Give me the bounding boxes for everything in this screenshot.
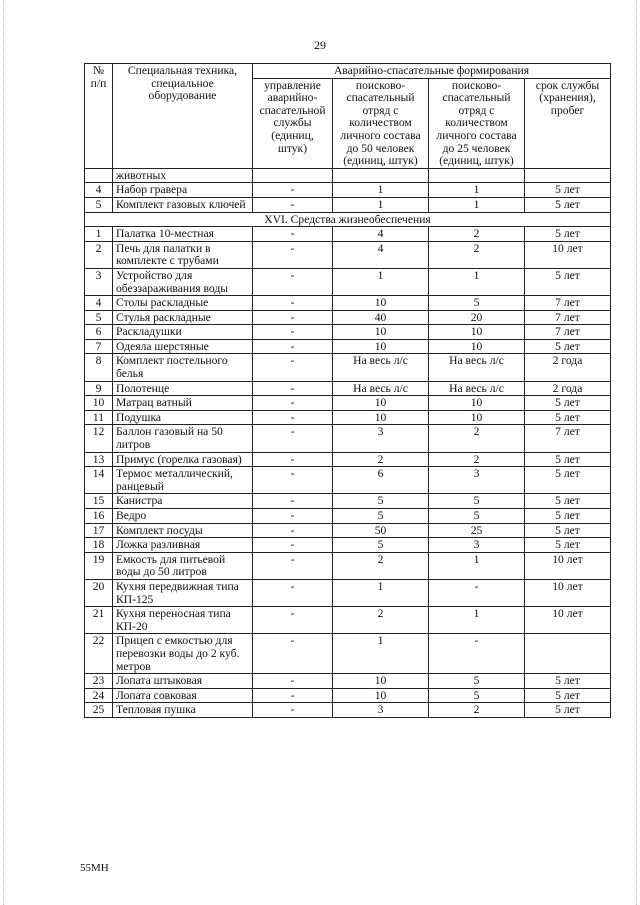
page-number: 29: [314, 38, 326, 52]
row-squad-50: 4: [333, 227, 429, 242]
row-squad-50: 10: [333, 688, 429, 703]
table-row: [85, 296, 611, 311]
row-num: 8: [85, 354, 113, 381]
row-squad-50: 1: [333, 268, 429, 295]
row-management: -: [253, 325, 333, 340]
row-service-life: 10 лет: [525, 607, 611, 634]
row-name: Стулья раскладные: [113, 310, 253, 325]
table-row: [85, 354, 611, 381]
row-squad-25: 5: [429, 688, 525, 703]
row-service-life: 5 лет: [525, 183, 611, 198]
row-squad-50: 3: [333, 425, 429, 452]
row-management: -: [253, 452, 333, 467]
row-squad-50: 2: [333, 452, 429, 467]
row-squad-50: 10: [333, 325, 429, 340]
row-squad-50: 1: [333, 579, 429, 606]
row-management: -: [253, 425, 333, 452]
row-squad-25: 1: [429, 552, 525, 579]
row-squad-25: -: [429, 579, 525, 606]
row-name: Комплект постельного белья: [113, 354, 253, 381]
row-squad-25: 2: [429, 425, 525, 452]
table-row: [85, 197, 611, 212]
row-management: -: [253, 339, 333, 354]
row-name: Подушка: [113, 410, 253, 425]
scan-edge-left: [3, 0, 4, 905]
row-num: 21: [85, 607, 113, 634]
row-squad-25: -: [429, 634, 525, 674]
row-num: 2: [85, 241, 113, 268]
row-service-life: 7 лет: [525, 310, 611, 325]
row-num: 9: [85, 381, 113, 396]
row-squad-25: 2: [429, 241, 525, 268]
row-management: -: [253, 634, 333, 674]
table-row: [85, 538, 611, 553]
row-name: Набор гравера: [113, 183, 253, 198]
row-management: -: [253, 354, 333, 381]
header-management: управление аварийно-спасательной службы (единиц, штук): [253, 78, 333, 168]
row-squad-25: 2: [429, 227, 525, 242]
row-squad-25: 5: [429, 509, 525, 524]
row-service-life: 5 лет: [525, 467, 611, 494]
row-management: -: [253, 467, 333, 494]
row-name: Примус (горелка газовая): [113, 452, 253, 467]
row-name: Кухня передвижная типа КП-125: [113, 579, 253, 606]
section-title: XVI. Средства жизнеобеспечения: [85, 212, 611, 227]
row-service-life: 5 лет: [525, 410, 611, 425]
row-squad-50: 10: [333, 296, 429, 311]
row-squad-25: 5: [429, 494, 525, 509]
header-service-life: срок службы (хранения), пробег: [525, 78, 611, 168]
row-name: Прицеп с емкостью для перевозки воды до 2 куб. метров: [113, 634, 253, 674]
row-squad-50: 2: [333, 607, 429, 634]
row-service-life: 5 лет: [525, 494, 611, 509]
table-row: [85, 410, 611, 425]
row-name: Печь для палатки в комплекте с трубами: [113, 241, 253, 268]
table-row: [85, 241, 611, 268]
table-row: [85, 523, 611, 538]
row-management: -: [253, 381, 333, 396]
table-row: [85, 579, 611, 606]
row-name: Палатка 10-местная: [113, 227, 253, 242]
row-management: -: [253, 241, 333, 268]
row-management: [253, 168, 333, 183]
row-name: Одеяла шерстяные: [113, 339, 253, 354]
header-squad-25: поисково-спасательный отряд с количеством личного состава до 25 человек (единиц, штук): [429, 78, 525, 168]
row-num: 22: [85, 634, 113, 674]
table-row: [85, 552, 611, 579]
header-equipment: Специальная техника, специальное оборудование: [113, 64, 253, 169]
table-body: [85, 168, 611, 717]
row-num: 18: [85, 538, 113, 553]
section-row: [85, 212, 611, 227]
row-management: -: [253, 674, 333, 689]
row-management: -: [253, 579, 333, 606]
row-num: 24: [85, 688, 113, 703]
row-management: -: [253, 197, 333, 212]
row-squad-25: [429, 168, 525, 183]
table-row: [85, 703, 611, 718]
header-num: № п/п: [85, 64, 113, 169]
row-squad-50: 1: [333, 197, 429, 212]
row-service-life: 7 лет: [525, 325, 611, 340]
table-row: [85, 452, 611, 467]
row-service-life: 7 лет: [525, 296, 611, 311]
row-squad-25: 10: [429, 410, 525, 425]
row-service-life: 5 лет: [525, 339, 611, 354]
row-squad-50: 10: [333, 410, 429, 425]
row-squad-25: 10: [429, 396, 525, 411]
row-service-life: 10 лет: [525, 579, 611, 606]
row-name: Ведро: [113, 509, 253, 524]
row-name: Баллон газовый на 50 литров: [113, 425, 253, 452]
row-squad-50: 5: [333, 494, 429, 509]
row-service-life: 5 лет: [525, 268, 611, 295]
row-name: Канистра: [113, 494, 253, 509]
row-management: -: [253, 310, 333, 325]
table-row: [85, 268, 611, 295]
row-squad-25: На весь л/с: [429, 354, 525, 381]
row-service-life: 5 лет: [525, 227, 611, 242]
row-squad-25: 1: [429, 607, 525, 634]
scan-edge-right: [636, 0, 637, 905]
row-squad-25: 10: [429, 325, 525, 340]
table-row: [85, 183, 611, 198]
row-squad-25: 2: [429, 703, 525, 718]
row-management: -: [253, 607, 333, 634]
row-squad-50: На весь л/с: [333, 381, 429, 396]
row-num: 17: [85, 523, 113, 538]
table-row: [85, 607, 611, 634]
row-management: -: [253, 688, 333, 703]
row-squad-25: 5: [429, 296, 525, 311]
row-service-life: 5 лет: [525, 538, 611, 553]
row-squad-50: 10: [333, 339, 429, 354]
row-squad-25: 3: [429, 538, 525, 553]
row-management: -: [253, 410, 333, 425]
row-service-life: 5 лет: [525, 396, 611, 411]
row-management: -: [253, 538, 333, 553]
row-num: 3: [85, 268, 113, 295]
table-row: [85, 634, 611, 674]
table-row: [85, 509, 611, 524]
row-service-life: 5 лет: [525, 674, 611, 689]
row-squad-50: 1: [333, 634, 429, 674]
row-num: [85, 168, 113, 183]
row-service-life: 5 лет: [525, 197, 611, 212]
row-name: Емкость для питьевой воды до 50 литров: [113, 552, 253, 579]
row-squad-25: 1: [429, 268, 525, 295]
row-num: 12: [85, 425, 113, 452]
row-squad-25: 20: [429, 310, 525, 325]
row-management: -: [253, 396, 333, 411]
row-num: 19: [85, 552, 113, 579]
row-num: 5: [85, 310, 113, 325]
row-name: Раскладушки: [113, 325, 253, 340]
row-service-life: 5 лет: [525, 523, 611, 538]
row-management: -: [253, 183, 333, 198]
header-group-title: Аварийно-спасательные формирования: [253, 64, 611, 79]
row-squad-50: 10: [333, 396, 429, 411]
row-service-life: 2 года: [525, 354, 611, 381]
row-name: Кухня переносная типа КП-20: [113, 607, 253, 634]
table-row: [85, 381, 611, 396]
row-service-life: 5 лет: [525, 509, 611, 524]
row-service-life: 7 лет: [525, 425, 611, 452]
table-row: [85, 168, 611, 183]
row-squad-50: 10: [333, 674, 429, 689]
row-name: Полотенце: [113, 381, 253, 396]
row-num: 23: [85, 674, 113, 689]
row-management: -: [253, 552, 333, 579]
row-name: Термос металлический, ранцевый: [113, 467, 253, 494]
row-name: Комплект газовых ключей: [113, 197, 253, 212]
row-num: 10: [85, 396, 113, 411]
table-row: [85, 310, 611, 325]
table-row: [85, 494, 611, 509]
row-name: Ложка разливная: [113, 538, 253, 553]
row-squad-50: На весь л/с: [333, 354, 429, 381]
row-name: Лопата штыковая: [113, 674, 253, 689]
row-name: Лопата совковая: [113, 688, 253, 703]
row-num: 25: [85, 703, 113, 718]
row-service-life: 5 лет: [525, 688, 611, 703]
row-num: 14: [85, 467, 113, 494]
row-num: 4: [85, 296, 113, 311]
row-squad-50: 3: [333, 703, 429, 718]
row-squad-50: [333, 168, 429, 183]
row-management: -: [253, 703, 333, 718]
row-num: 11: [85, 410, 113, 425]
row-service-life: [525, 168, 611, 183]
row-squad-25: 2: [429, 452, 525, 467]
row-squad-50: 2: [333, 552, 429, 579]
row-name: Устройство для обеззараживания воды: [113, 268, 253, 295]
row-squad-25: 3: [429, 467, 525, 494]
table-row: [85, 674, 611, 689]
row-num: 1: [85, 227, 113, 242]
row-service-life: [525, 634, 611, 674]
row-squad-50: 5: [333, 538, 429, 553]
table-row: [85, 425, 611, 452]
row-num: 5: [85, 197, 113, 212]
row-name: животных: [113, 168, 253, 183]
row-management: -: [253, 268, 333, 295]
table-row: [85, 467, 611, 494]
row-name: Тепловая пушка: [113, 703, 253, 718]
row-squad-25: 10: [429, 339, 525, 354]
row-num: 20: [85, 579, 113, 606]
footer-code: 55МН: [80, 862, 109, 874]
row-management: -: [253, 296, 333, 311]
row-squad-25: На весь л/с: [429, 381, 525, 396]
table-row: [85, 688, 611, 703]
table-row: [85, 339, 611, 354]
row-squad-25: 5: [429, 674, 525, 689]
row-squad-25: 1: [429, 183, 525, 198]
row-num: 16: [85, 509, 113, 524]
row-squad-50: 4: [333, 241, 429, 268]
row-squad-50: 50: [333, 523, 429, 538]
table-row: [85, 396, 611, 411]
row-management: -: [253, 509, 333, 524]
row-num: 13: [85, 452, 113, 467]
row-name: Матрац ватный: [113, 396, 253, 411]
table-row: [85, 325, 611, 340]
row-management: -: [253, 494, 333, 509]
row-name: Столы раскладные: [113, 296, 253, 311]
row-service-life: 10 лет: [525, 241, 611, 268]
row-service-life: 10 лет: [525, 552, 611, 579]
row-squad-50: 5: [333, 509, 429, 524]
row-num: 7: [85, 339, 113, 354]
header-squad-50: поисково-спасательный отряд с количеством личного состава до 50 человек (единиц, штук): [333, 78, 429, 168]
row-squad-25: 1: [429, 197, 525, 212]
row-squad-50: 1: [333, 183, 429, 198]
row-num: 4: [85, 183, 113, 198]
row-service-life: 2 года: [525, 381, 611, 396]
row-squad-50: 40: [333, 310, 429, 325]
table-row: [85, 227, 611, 242]
table-header: [85, 64, 611, 169]
row-squad-25: 25: [429, 523, 525, 538]
row-num: 6: [85, 325, 113, 340]
row-name: Комплект посуды: [113, 523, 253, 538]
row-squad-50: 6: [333, 467, 429, 494]
equipment-table: [84, 63, 611, 718]
row-service-life: 5 лет: [525, 703, 611, 718]
row-service-life: 5 лет: [525, 452, 611, 467]
row-management: -: [253, 227, 333, 242]
row-management: -: [253, 523, 333, 538]
row-num: 15: [85, 494, 113, 509]
